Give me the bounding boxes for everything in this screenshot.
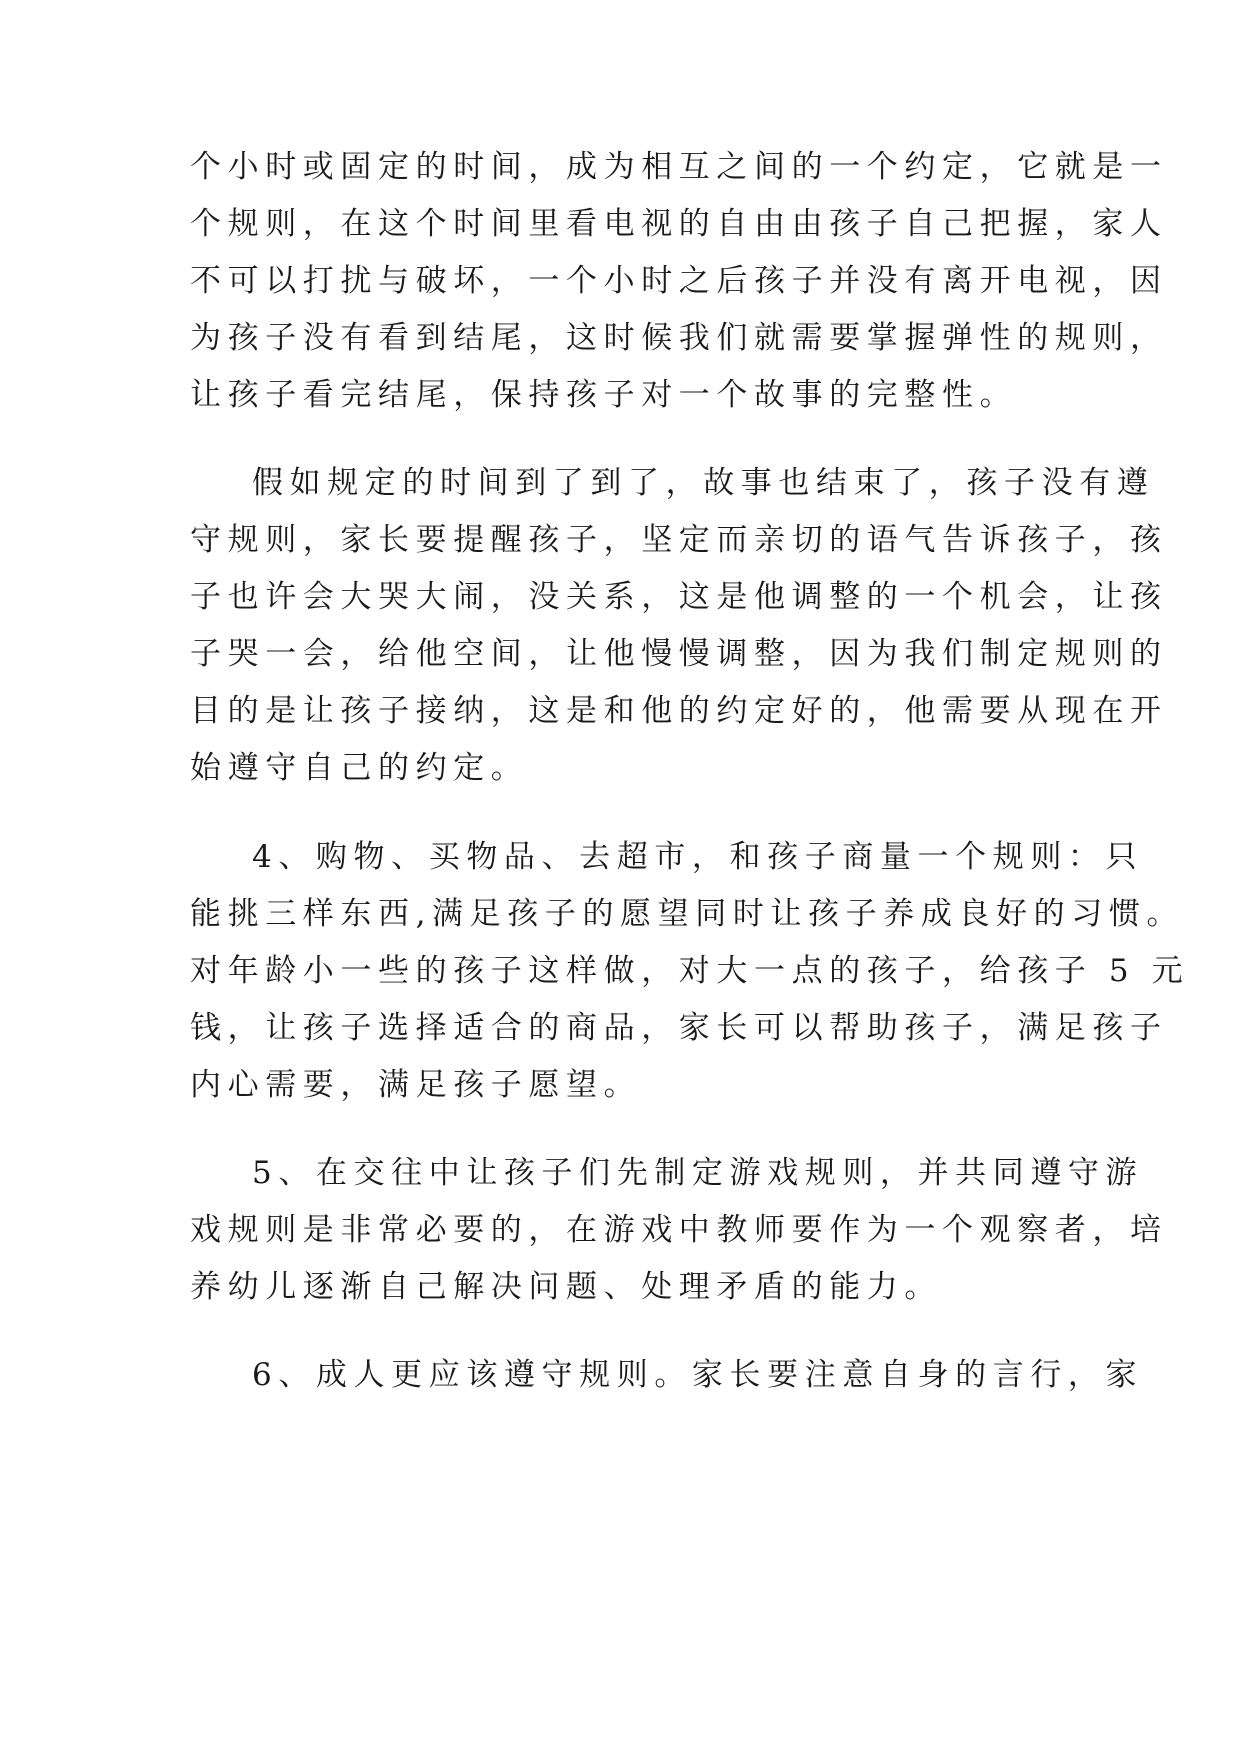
- paragraph-2-line-2: 守规则，家长要提醒孩子，坚定而亲切的语气告诉孩子，孩: [190, 522, 1168, 558]
- paragraph-3-line-1: 4、购物、买物品、去超市，和孩子商量一个规则：只: [252, 839, 1144, 875]
- paragraph-2-line-1: 假如规定的时间到了到了，故事也结束了，孩子没有遵: [252, 465, 1155, 501]
- paragraph-2-line-3: 子也许会大哭大闹，没关系，这是他调整的一个机会，让孩: [190, 579, 1168, 615]
- paragraph-4-line-2: 戏规则是非常必要的，在游戏中教师要作为一个观察者，培: [190, 1212, 1168, 1248]
- paragraph-3-line-2: 能挑三样东西,满足孩子的愿望同时让孩子养成良好的习惯。: [190, 896, 1185, 932]
- paragraph-3-line-5: 内心需要，满足孩子愿望。: [190, 1067, 642, 1103]
- paragraph-2-line-5: 目的是让孩子接纳，这是和他的约定好的，他需要从现在开: [190, 693, 1168, 729]
- paragraph-2-line-4: 子哭一会，给他空间，让他慢慢调整，因为我们制定规则的: [190, 636, 1168, 672]
- paragraph-1-line-5: 让孩子看完结尾，保持孩子对一个故事的完整性。: [190, 377, 1018, 413]
- paragraph-1-line-2: 个规则，在这个时间里看电视的自由由孩子自己把握，家人: [190, 206, 1168, 242]
- paragraph-4-line-1: 5、在交往中让孩子们先制定游戏规则，并共同遵守游: [252, 1155, 1144, 1191]
- paragraph-2-line-6: 始遵守自己的约定。: [190, 750, 529, 786]
- paragraph-4-line-3: 养幼儿逐渐自己解决问题、处理矛盾的能力。: [190, 1269, 942, 1305]
- paragraph-1-line-3: 不可以打扰与破坏，一个小时之后孩子并没有离开电视，因: [190, 263, 1168, 299]
- paragraph-3-line-4: 钱，让孩子选择适合的商品，家长可以帮助孩子，满足孩子: [190, 1010, 1168, 1046]
- paragraph-5-line-1: 6、成人更应该遵守规则。家长要注意自身的言行，家: [252, 1357, 1144, 1393]
- paragraph-1-line-4: 为孩子没有看到结尾，这时候我们就需要掌握弹性的规则，: [190, 320, 1168, 356]
- paragraph-3-line-3: 对年龄小一些的孩子这样做，对大一点的孩子，给孩子 5 元: [190, 953, 1190, 989]
- paragraph-1-line-1: 个小时或固定的时间，成为相互之间的一个约定，它就是一: [190, 149, 1168, 185]
